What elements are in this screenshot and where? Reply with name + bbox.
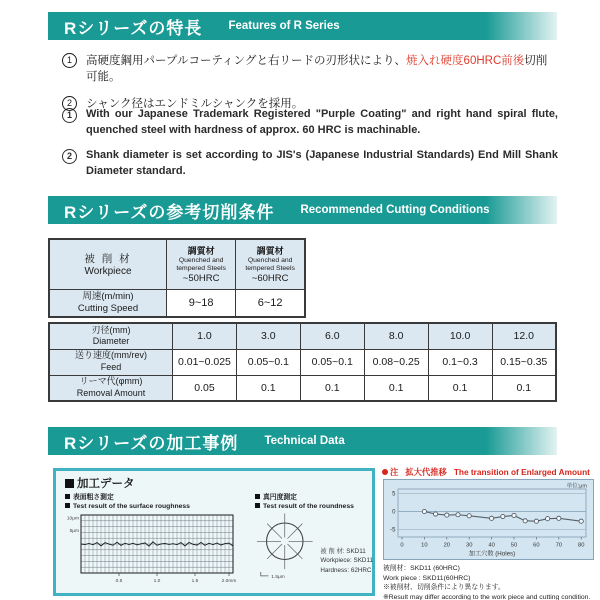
section-title-en: Features of R Series [228,20,340,32]
svg-text:20: 20 [443,542,451,549]
feature-jp-2-text: シャンク径はエンドミルシャンクを採用。 [86,98,304,110]
square-bullet-icon [255,503,260,508]
svg-text:5μm: 5μm [69,529,79,535]
section-header-technical-data [48,427,557,455]
table-cell: 8.0 [364,323,428,349]
workpiece-table [48,238,306,318]
conditions-table [48,322,557,402]
caption-line: Work piece : SKD11(60HRC) [383,574,471,582]
table-cell: 10.0 [428,323,492,349]
circled-number-icon: 2 [62,96,77,111]
table-cell-removal-label: リーマ代(φmm) Removal Amount [49,375,173,401]
square-bullet-icon [65,479,74,488]
machining-data-title: 加工データ [65,475,365,491]
svg-text:10: 10 [421,542,428,549]
section-title-en: Technical Data [264,435,345,447]
svg-text:2.0mm: 2.0mm [221,579,237,585]
svg-text:80: 80 [577,542,585,549]
svg-text:1.5μm: 1.5μm [271,575,285,581]
roundness-workpiece-info [320,547,373,575]
caption-line: ※Result may differ according to the work piece and cutting condition. [383,593,591,600]
table-cell-50hrc-header: 調質材 Quenched and tempered Steels ~50HRC [167,239,236,289]
circled-number-icon: 1 [62,53,77,68]
roundness-workpiece-jp: 被 削 材: SKD11 [320,548,366,556]
surface-roughness-section [65,493,241,596]
table-cell: 12.0 [492,323,556,349]
section-title-jp: Rシリーズの加工事例 [64,433,239,453]
square-bullet-icon [65,503,70,508]
svg-text:0: 0 [400,542,404,549]
table-cell-60hrc-header: 調質材 Quenched and tempered Steels ~60HRC [236,239,305,289]
feature-jp-1 [62,52,558,84]
features-english [62,107,558,189]
svg-text:-5: -5 [390,527,396,534]
surface-roughness-chart [65,511,241,591]
table-cell-speed-60hrc: 6~12 [236,289,305,317]
table-cell-workpiece-header: 被 削 材 Workpiece [49,239,167,289]
feature-jp-1-highlight: 焼入れ硬度60HRC前後 [406,55,525,67]
roundness-workpiece-en: Workpiece: SKD11 [320,557,373,565]
table-cell: 1.0 [173,323,237,349]
caption-line: 被削材：SKD11 (60HRC) [383,565,460,572]
circled-number-icon: 2 [62,149,77,164]
table-cell: 0.1~0.3 [428,349,492,375]
svg-text:50: 50 [510,542,518,549]
roundness-diagram [255,511,318,585]
roundness-hardness: Hardness: 62HRC [320,566,372,574]
svg-text:60: 60 [533,542,540,549]
table-cell: 3.0 [236,323,300,349]
table-cell: 0.1 [236,375,300,401]
roughness-label-jp: 表面粗さ測定 [65,493,241,502]
svg-text:30: 30 [465,542,473,549]
feature-jp-1-text: 高硬度鋼用パープルコーティングと右リードの刃形状により、焼入れ硬度60HRC前後切削可能。 [86,55,548,83]
svg-text:1.5: 1.5 [191,579,199,585]
square-bullet-icon [65,494,70,499]
svg-text:単位:μm: 単位:μm [566,483,587,490]
roundness-section [255,493,373,596]
table-cell: 0.1 [492,375,556,401]
table-cell: 0.1 [364,375,428,401]
table-cell: 0.1 [300,375,364,401]
red-dot-icon [382,469,388,475]
table-cell: 0.1 [428,375,492,401]
circled-number-icon: 1 [62,108,77,123]
transition-chart-frame [383,479,594,560]
feature-en-1-text: With our Japanese Trademark Registered "Purple Coating" and right hand spiral flute, quenched steel with hardness of approx. 60 HRC is machinable. [86,108,558,136]
roughness-label-en: Test result of the surface roughness [65,502,241,511]
section-header-cutting-conditions [48,196,557,224]
square-bullet-icon [255,494,260,499]
table-cell: 0.01~0.025 [173,349,237,375]
table-cell-diameter-label: 刃径(mm) Diameter [49,323,173,349]
section-header-features [48,12,557,40]
feature-en-2-text: Shank diameter is set according to JIS's (Japanese Industrial Standards) End Mill Shank Diameter standard. [86,148,558,177]
section-title-jp: Rシリーズの特長 [64,18,203,38]
section-title-jp: Rシリーズの参考切削条件 [64,202,275,222]
section-title-en: Recommended Cutting Conditions [300,204,490,216]
chart-captions [383,564,597,600]
roundness-label-en: Test result of the roundness [255,502,373,511]
note-chart-title: 注 拡大代推移 The transition of Enlarged Amount [382,466,598,478]
roundness-label-jp: 真円度測定 [255,493,373,502]
table-cell: 0.15~0.35 [492,349,556,375]
table-cell: 6.0 [300,323,364,349]
table-cell: 0.08~0.25 [364,349,428,375]
svg-text:加工穴数 (Holes): 加工穴数 (Holes) [468,550,516,558]
svg-text:0: 0 [392,509,396,516]
transition-chart [384,480,593,559]
table-cell: 0.05 [173,375,237,401]
svg-text:10μm: 10μm [66,516,79,522]
table-cell: 0.05~0.1 [300,349,364,375]
machining-data-box [53,468,375,596]
table-cell-cutting-speed-label: 周速(m/min) Cutting Speed [49,289,167,317]
table-cell-speed-50hrc: 9~18 [167,289,236,317]
feature-en-1 [62,107,558,139]
table-cell-feed-label: 送り速度(mm/rev) Feed [49,349,173,375]
feature-en-2 [62,148,558,180]
table-cell: 0.05~0.1 [236,349,300,375]
svg-text:0.5: 0.5 [115,579,123,585]
svg-text:40: 40 [488,542,495,549]
svg-text:70: 70 [555,542,563,549]
svg-text:5: 5 [392,491,396,498]
caption-line: ※被削材、切削条件により異なります。 [383,584,505,592]
svg-text:1.0: 1.0 [153,579,161,585]
